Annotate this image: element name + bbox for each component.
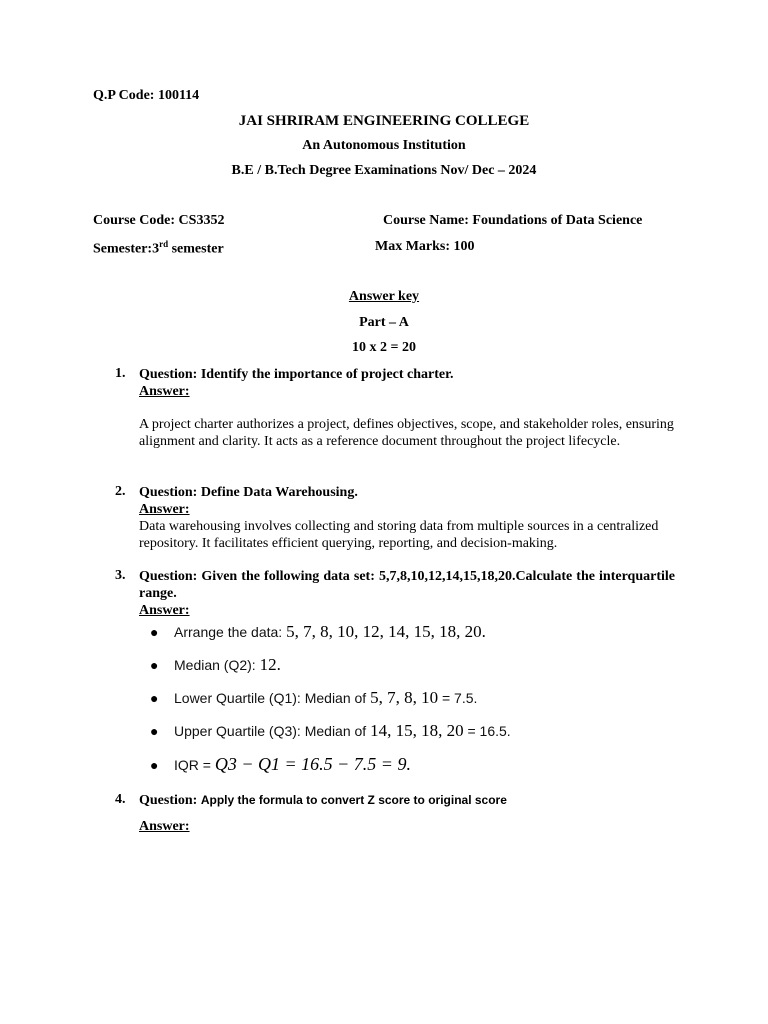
- answer-label: Answer:: [139, 384, 190, 399]
- bullet-icon: ●: [150, 725, 159, 740]
- section-title: [0, 289, 768, 305]
- semester-sup: rd: [159, 239, 169, 249]
- marks-heading: 10 x 2 = 20: [352, 340, 416, 355]
- semester: [93, 239, 224, 258]
- answer-label: Answer:: [139, 502, 190, 517]
- answer-text: A project charter authorizes a project, defines objectives, scope, and stakeholder roles, ensuring alignment and clarity. It acts as a reference document throughout the project lifecycle.: [139, 417, 674, 449]
- list-item: ● Median (Q2): 12.: [150, 655, 281, 674]
- list-item: ● Lower Quartile (Q1): Median of 5, 7, 8, 10 = 7.5.: [150, 688, 478, 707]
- college-name: JAI SHRIRAM ENGINEERING COLLEGE: [238, 113, 530, 129]
- semester-suffix: semester: [168, 241, 224, 257]
- question-text: Question: Apply the formula to convert Z score to original score: [139, 793, 507, 808]
- question-3: [139, 568, 675, 619]
- list-item: ● Arrange the data: 5, 7, 8, 10, 12, 14, 15, 18, 20.: [150, 622, 486, 641]
- list-item: ● IQR = Q3 − Q1 = 16.5 − 7.5 = 9.: [150, 754, 411, 774]
- question-text: Question: Define Data Warehousing.: [139, 485, 358, 500]
- answer-label: Answer:: [139, 603, 190, 618]
- exam-title: B.E / B.Tech Degree Examinations Nov/ Dec – 2024: [231, 163, 537, 178]
- bullet-icon: ●: [150, 692, 159, 707]
- question-number: 1.: [115, 366, 126, 381]
- bullet-icon: ●: [150, 759, 159, 774]
- qp-code: Q.P Code: 100114: [93, 88, 200, 103]
- answer-text: Data warehousing involves collecting and storing data from multiple sources in a centralized repository. It facilitates efficient querying, reporting, and decision-making.: [139, 519, 659, 551]
- question-number: 4.: [115, 792, 126, 807]
- list-item: ● Upper Quartile (Q3): Median of 14, 15, 18, 20 = 16.5.: [150, 721, 511, 740]
- answer-label: Answer:: [139, 819, 190, 834]
- question-text: Question: Identify the importance of project charter.: [139, 367, 454, 382]
- question-1: [139, 366, 675, 450]
- question-2: [139, 484, 675, 552]
- part-heading: Part – A: [359, 315, 409, 330]
- course-code: Course Code: CS3352: [93, 213, 225, 228]
- question-number: 2.: [115, 484, 126, 499]
- semester-prefix: Semester:3: [93, 241, 160, 257]
- question-text: Question: Given the following data set: 5,7,8,10,12,14,15,18,20.Calculate the interquartile range.: [139, 569, 675, 601]
- question-4: [139, 792, 675, 835]
- bullet-icon: ●: [150, 659, 159, 674]
- institution-subtitle: An Autonomous Institution: [302, 138, 466, 153]
- question-number: 3.: [115, 568, 126, 583]
- course-name: Course Name: Foundations of Data Science: [383, 213, 643, 228]
- answer-key-heading: Answer key: [348, 289, 420, 304]
- bullet-icon: ●: [150, 626, 159, 641]
- max-marks: Max Marks: 100: [375, 239, 475, 254]
